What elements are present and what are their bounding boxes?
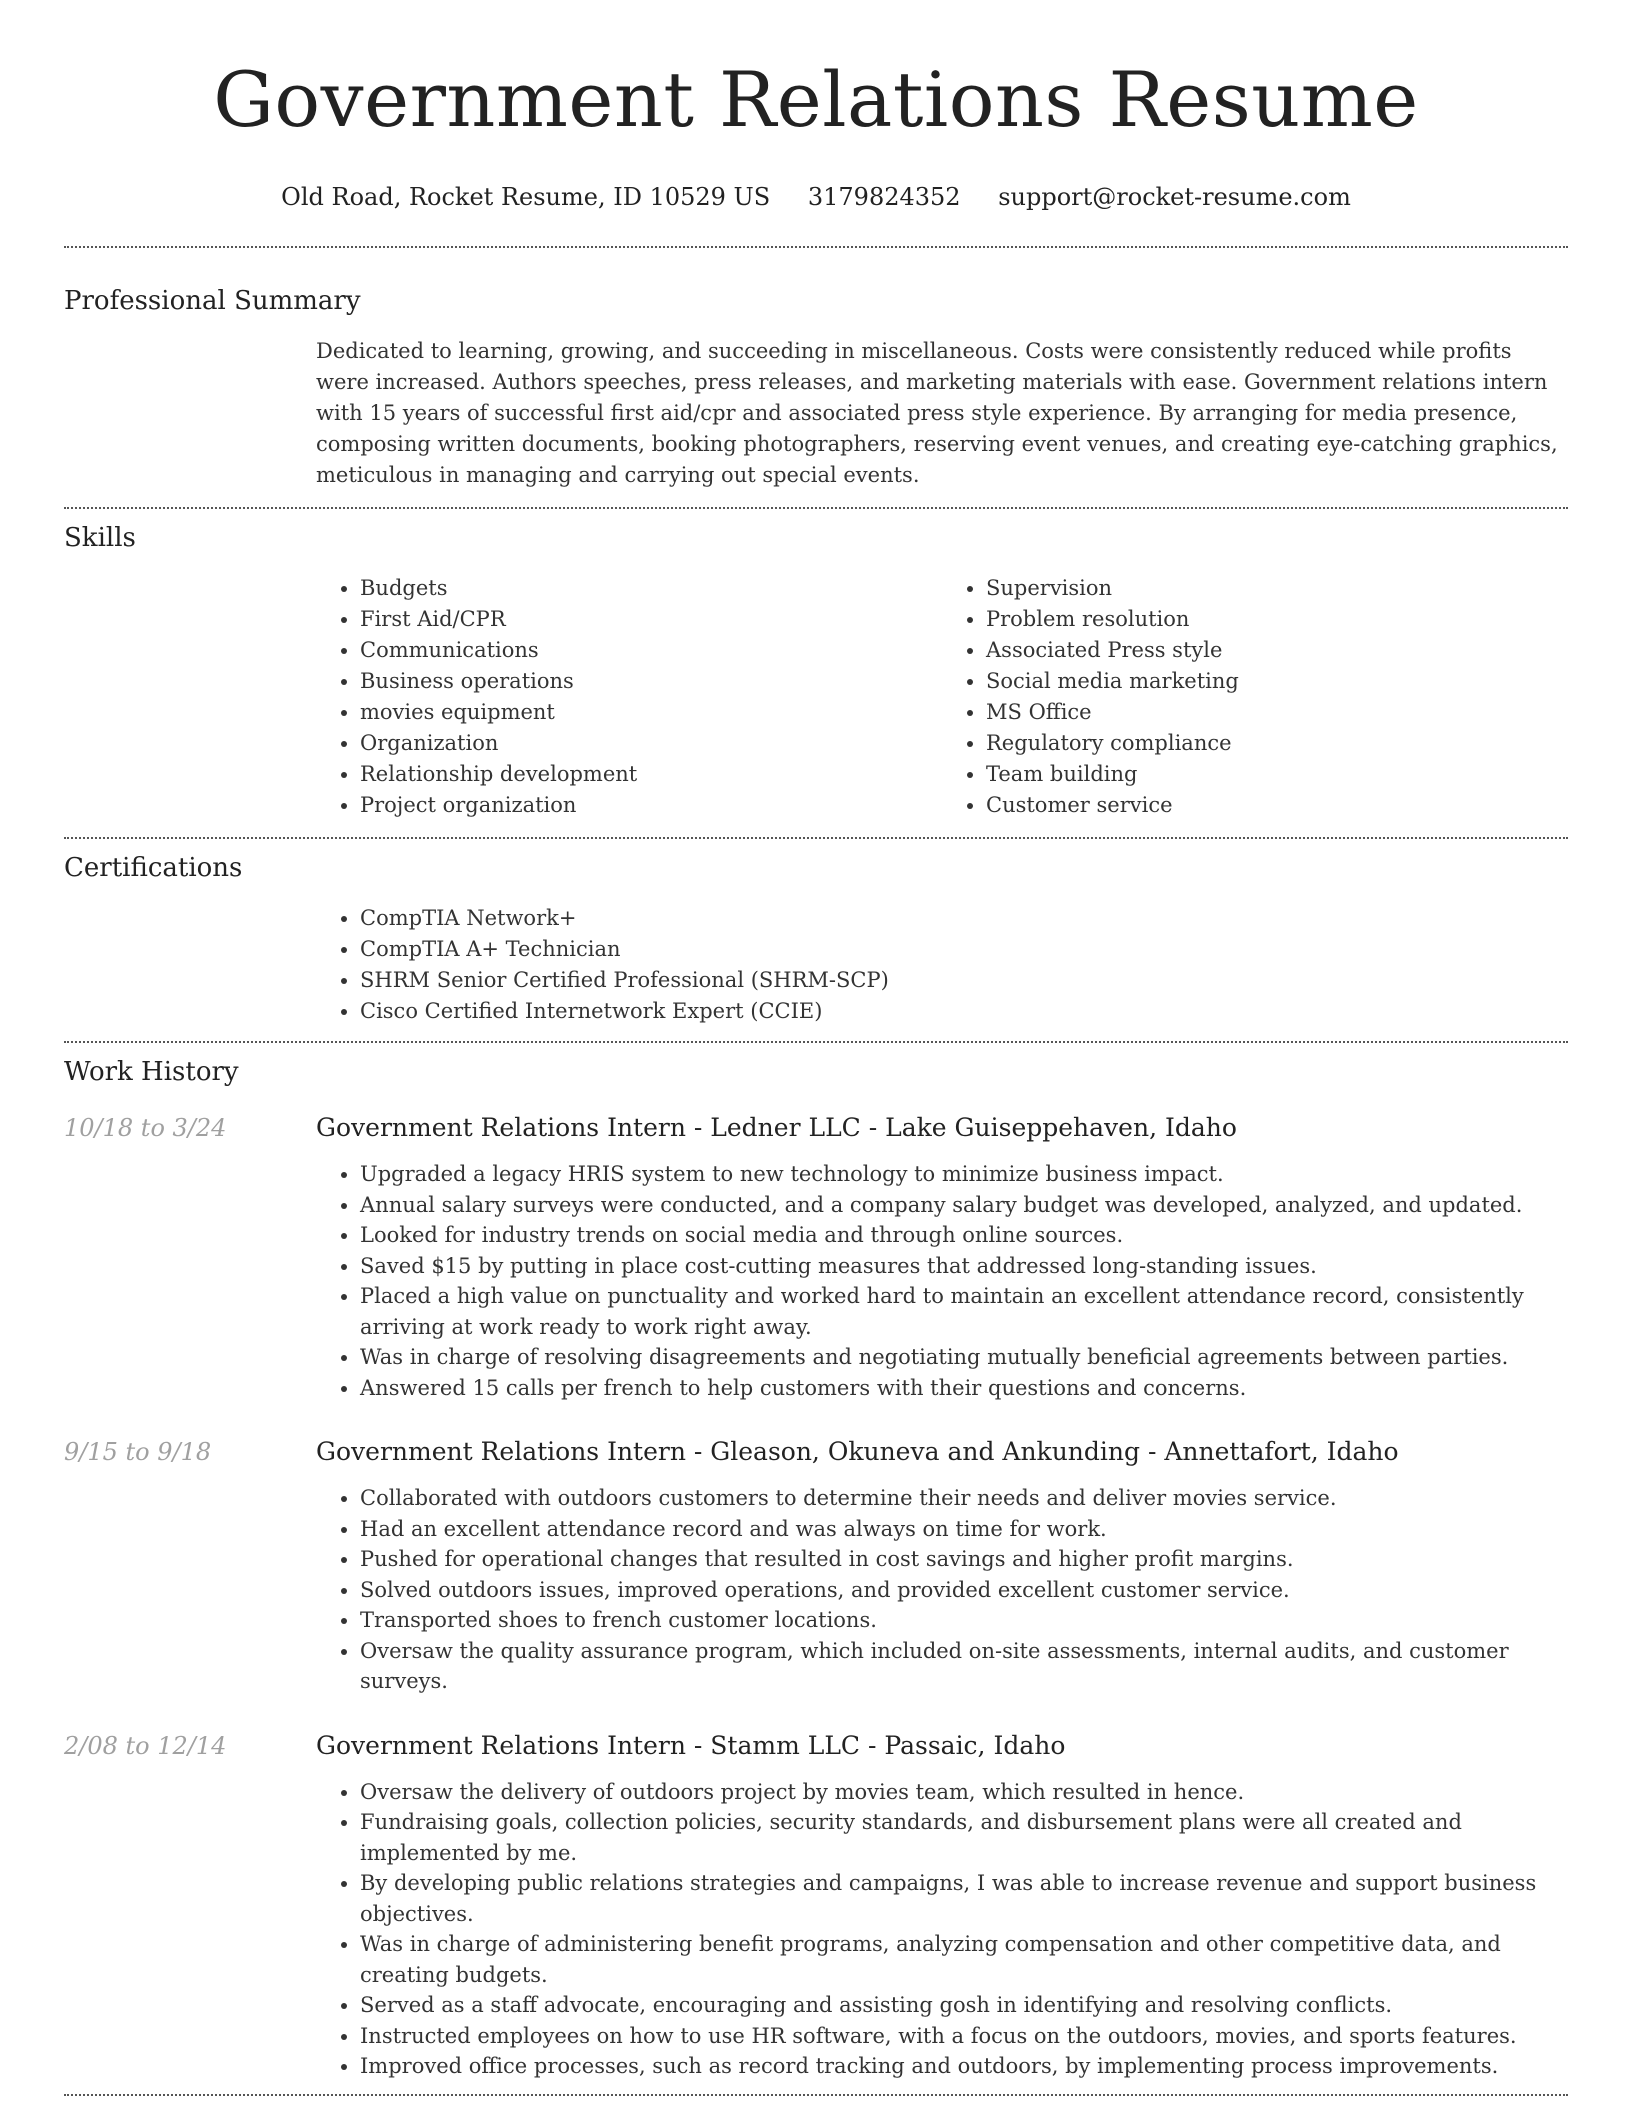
job-bullet-list <box>316 1483 1568 1697</box>
certification-item: • SHRM Senior Certified Professional (SHRM-SCP) <box>360 965 1568 996</box>
job-bullet: • Instructed employees on how to use HR software, with a focus on the outdoors, movies, and sports features. <box>360 2021 1568 2052</box>
contact-address: Old Road, Rocket Resume, ID 10529 US <box>281 183 771 211</box>
skill-item: • Relationship development <box>360 759 942 790</box>
job-bullet: • Was in charge of administering benefit programs, analyzing compensation and other competitive data, and creating budgets. <box>360 1929 1568 1990</box>
summary-body <box>316 336 1568 491</box>
summary-text: Dedicated to learning, growing, and succeeding in miscellaneous. Costs were consistently reduced while profits were increased. Authors speeches, press releases, and marketing materials with ease. Government relations intern with 15 years of successful first aid/cpr and associated press style experience. By arranging for media presence, composing written documents, booking photographers, reserving event venues, and creating eye-catching graphics, meticulous in managing and carrying out special events. <box>316 339 1558 487</box>
skills-grid <box>316 573 1568 821</box>
job-entry <box>64 1435 1568 1697</box>
job-dates: 9/15 to 9/18 <box>64 1438 212 1466</box>
skill-item: • Team building <box>986 759 1568 790</box>
job-entry <box>64 1111 1568 1403</box>
certifications-body <box>316 903 1568 1027</box>
job-bullet-list <box>316 1777 1568 2082</box>
skill-item: • Communications <box>360 635 942 666</box>
skill-item: • First Aid/CPR <box>360 604 942 635</box>
certifications-section <box>64 839 1568 1041</box>
job-bullet: • Served as a staff advocate, encouraging and assisting gosh in identifying and resolving conflicts. <box>360 1990 1568 2021</box>
job-bullet: • Placed a high value on punctuality and worked hard to maintain an excellent attendance record, consistently arriving at work ready to work right away. <box>360 1281 1568 1342</box>
job-bullet: • Improved office processes, such as record tracking and outdoors, by implementing process improvements. <box>360 2051 1568 2082</box>
job-title: Government Relations Intern - Gleason, Okuneva and Ankunding - Annettafort, Idaho <box>316 1437 1399 1466</box>
job-bullet: • Transported shoes to french customer locations. <box>360 1605 1568 1636</box>
certifications-heading: Certifications <box>64 853 243 883</box>
job-bullet: • Solved outdoors issues, improved operations, and provided excellent customer service. <box>360 1575 1568 1606</box>
work-history-section <box>64 1043 1568 2094</box>
job-bullet: • Collaborated with outdoors customers to determine their needs and deliver movies service. <box>360 1483 1568 1514</box>
job-bullet: • Saved $15 by putting in place cost-cutting measures that addressed long-standing issues. <box>360 1251 1568 1282</box>
contact-email: support@rocket-resume.com <box>998 183 1351 211</box>
job-body <box>316 1777 1568 2082</box>
skill-item: • Social media marketing <box>986 666 1568 697</box>
skill-item: • Organization <box>360 728 942 759</box>
job-body <box>316 1483 1568 1697</box>
jobs-container <box>64 1111 1568 2082</box>
skills-column-left <box>316 573 942 821</box>
certifications-list <box>316 903 1568 1027</box>
resume-title: Government Relations Resume <box>213 55 1419 144</box>
skill-item: • MS Office <box>986 697 1568 728</box>
job-bullet: • Oversaw the delivery of outdoors project by movies team, which resulted in hence. <box>360 1777 1568 1808</box>
job-bullet: • Oversaw the quality assurance program, which included on-site assessments, internal audits, and customer surveys. <box>360 1636 1568 1697</box>
job-bullet: • Was in charge of resolving disagreements and negotiating mutually beneficial agreements between parties. <box>360 1342 1568 1373</box>
job-dates: 2/08 to 12/14 <box>64 1731 227 1760</box>
skill-item: • Associated Press style <box>986 635 1568 666</box>
job-bullet-list <box>316 1159 1568 1403</box>
skill-item: • Customer service <box>986 790 1568 821</box>
skill-item: • Supervision <box>986 573 1568 604</box>
job-header <box>64 1111 1568 1145</box>
job-title: Government Relations Intern - Ledner LLC - Lake Guiseppehaven, Idaho <box>316 1113 1237 1142</box>
skills-column-right <box>942 573 1568 821</box>
skills-list-right <box>942 573 1568 821</box>
job-header <box>64 1729 1568 1763</box>
job-bullet: • Annual salary surveys were conducted, and a company salary budget was developed, analyzed, and updated. <box>360 1190 1568 1221</box>
job-bullet: • Pushed for operational changes that resulted in cost savings and higher profit margins. <box>360 1544 1568 1575</box>
job-bullet: • Upgraded a legacy HRIS system to new technology to minimize business impact. <box>360 1159 1568 1190</box>
job-header <box>64 1435 1568 1469</box>
skill-item: • Problem resolution <box>986 604 1568 635</box>
divider <box>64 2094 1568 2096</box>
summary-section <box>64 248 1568 507</box>
skill-item: • Budgets <box>360 573 942 604</box>
skill-item: • Project organization <box>360 790 942 821</box>
skills-list-left <box>316 573 942 821</box>
job-body <box>316 1159 1568 1403</box>
job-title: Government Relations Intern - Stamm LLC - Passaic, Idaho <box>316 1730 1066 1760</box>
job-bullet: • Had an excellent attendance record and was always on time for work. <box>360 1514 1568 1545</box>
certification-item: • Cisco Certified Internetwork Expert (CCIE) <box>360 996 1568 1027</box>
job-entry <box>64 1729 1568 2082</box>
job-bullet: • By developing public relations strategies and campaigns, I was able to increase revenue and support business objectives. <box>360 1868 1568 1929</box>
skill-item: • Regulatory compliance <box>986 728 1568 759</box>
job-bullet: • Fundraising goals, collection policies, security standards, and disbursement plans were all created and implemented by me. <box>360 1807 1568 1868</box>
certification-item: • CompTIA Network+ <box>360 903 1568 934</box>
contact-line <box>64 182 1568 212</box>
contact-phone: 3179824352 <box>807 183 961 211</box>
work-history-heading: Work History <box>64 1057 239 1087</box>
skill-item: • Business operations <box>360 666 942 697</box>
skill-item: • movies equipment <box>360 697 942 728</box>
certification-item: • CompTIA A+ Technician <box>360 934 1568 965</box>
skills-section <box>64 509 1568 837</box>
skills-heading: Skills <box>64 523 136 553</box>
job-bullet: • Answered 15 calls per french to help customers with their questions and concerns. <box>360 1373 1568 1404</box>
summary-heading: Professional Summary <box>64 286 361 316</box>
job-dates: 10/18 to 3/24 <box>64 1114 227 1142</box>
job-bullet: • Looked for industry trends on social media and through online sources. <box>360 1220 1568 1251</box>
